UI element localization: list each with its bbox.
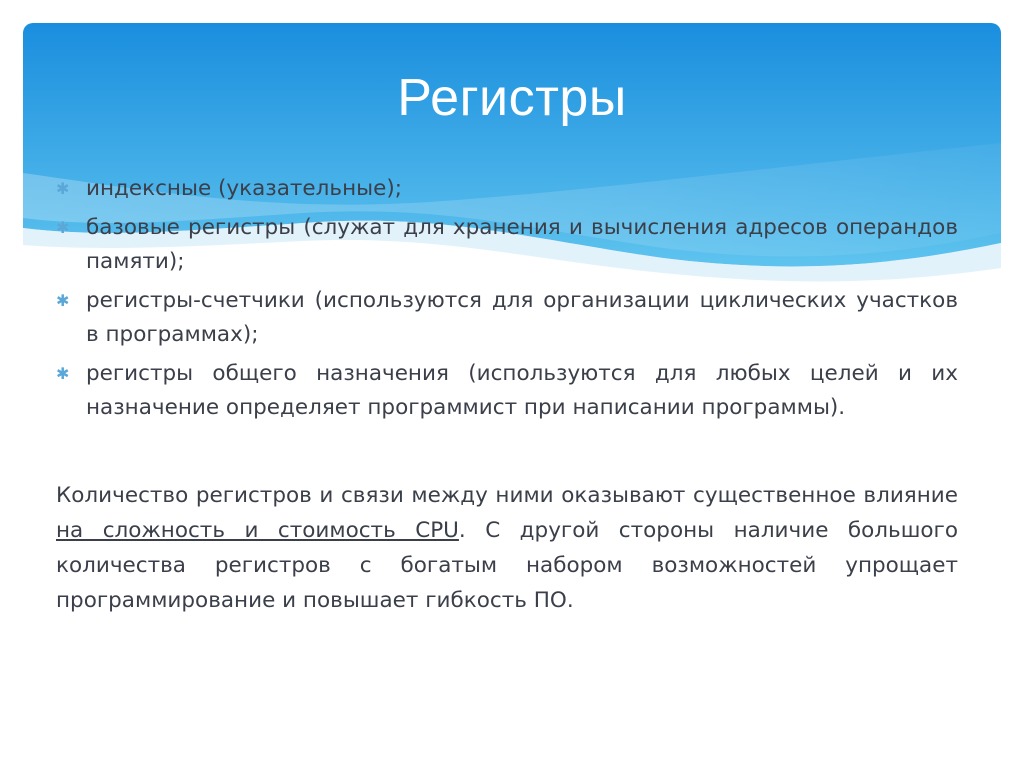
paragraph-text-end: . С другой стороны наличие большого количества регистров с богатым набором возможностей упрощает программирование и повышает гибкость ПО. — [56, 518, 958, 613]
bullet-list — [56, 172, 958, 430]
slide-title: Регистры — [397, 69, 627, 127]
bullet-text: регистры общего назначения (используются для любых целей и их назначение определяет программист при написании программы). — [86, 361, 958, 420]
underlined-phrase: на сложность и стоимость CPU — [56, 518, 459, 543]
summary-paragraph — [56, 478, 958, 618]
bullet-text: регистры-счетчики (используются для организации циклических участков в программах); — [86, 288, 958, 347]
bullet-text: индексные (указательные); — [86, 176, 402, 201]
bullet-text: базовые регистры (служат для хранения и вычисления адресов операндов памяти); — [86, 215, 958, 274]
asterisk-bullet-icon: ✱ — [56, 364, 70, 383]
asterisk-bullet-icon: ✱ — [56, 218, 70, 237]
list-item — [56, 211, 958, 279]
asterisk-bullet-icon: ✱ — [56, 179, 70, 198]
paragraph-text-start: Количество регистров и связи между ними оказывают существенное влияние — [56, 483, 958, 508]
list-item — [56, 357, 958, 425]
list-item — [56, 172, 958, 206]
asterisk-bullet-icon: ✱ — [56, 291, 70, 310]
list-item — [56, 284, 958, 352]
